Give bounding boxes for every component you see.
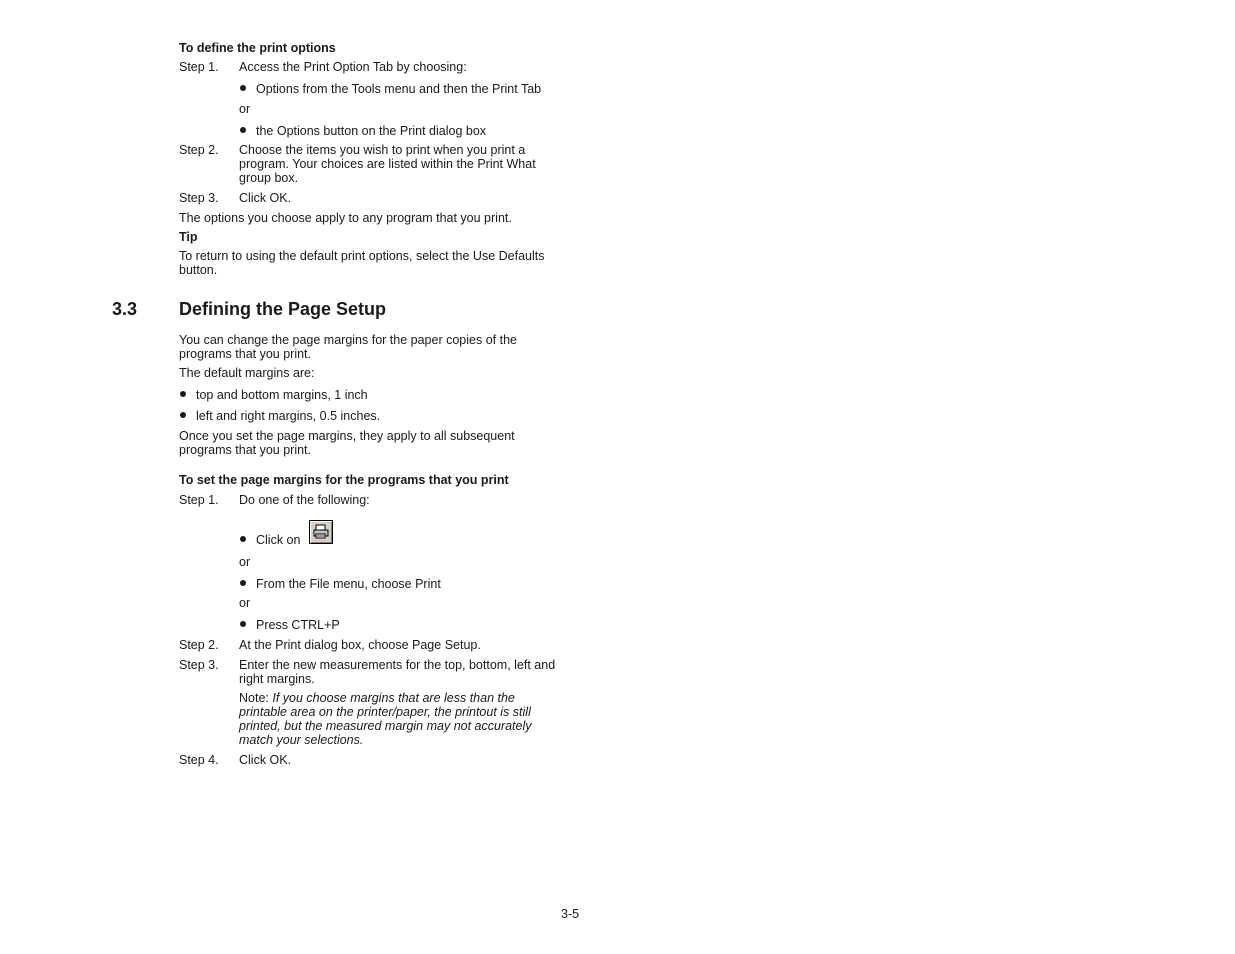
tip-heading: Tip <box>179 230 198 244</box>
bullet-dot <box>240 580 246 586</box>
bullet-dot <box>240 621 246 627</box>
step2-line: group box. <box>239 171 299 185</box>
step1-text: Do one of the following: <box>239 493 370 507</box>
intro-text <box>179 333 569 361</box>
note-line: printable area on the printer/paper, the printout is still <box>239 705 531 719</box>
bullet-tools-menu: Options from the Tools menu and then the Print Tab <box>256 82 542 96</box>
note-text: If you choose margins that are less than the <box>272 691 515 705</box>
note-block <box>239 691 564 747</box>
step3-label: Step 3. <box>179 658 219 672</box>
bullet-dot <box>180 412 186 418</box>
or-text: or <box>239 102 251 116</box>
step2-line: program. Your choices are listed within the Print What <box>239 157 536 171</box>
once-text <box>179 429 569 457</box>
bullet-top-bottom: top and bottom margins, 1 inch <box>196 388 368 402</box>
page-number: 3-5 <box>561 907 580 921</box>
bullet-options-button: the Options button on the Print dialog box <box>256 124 487 138</box>
bullet-press-ctrl-p: Press CTRL+P <box>256 618 340 632</box>
step3-line: Enter the new measurements for the top, bottom, left and <box>239 658 556 672</box>
page-margins-heading: To set the page margins for the programs that you print <box>179 473 509 487</box>
or-text: or <box>239 555 251 569</box>
bullet-left-right: left and right margins, 0.5 inches. <box>196 409 381 423</box>
step2-text <box>239 143 564 185</box>
once-line: Once you set the page margins, they apply to all subsequent <box>179 429 515 443</box>
step3-text: Click OK. <box>239 191 292 205</box>
step2-text: At the Print dialog box, choose Page Setup. <box>239 638 481 652</box>
print-options-heading: To define the print options <box>179 41 336 55</box>
step3-text <box>239 658 564 686</box>
bullet-click-on: Click on <box>256 533 301 547</box>
bullet-dot <box>240 85 246 91</box>
note-line: match your selections. <box>239 733 364 747</box>
note-label: Note: <box>239 691 269 705</box>
note-line <box>239 691 564 705</box>
intro-line: programs that you print. <box>179 347 312 361</box>
step1-label: Step 1. <box>179 493 219 507</box>
step2-label: Step 2. <box>179 638 219 652</box>
step4-text: Click OK. <box>239 753 292 767</box>
printer-icon <box>310 521 332 543</box>
step4-label: Step 4. <box>179 753 219 767</box>
default-margins-text: The default margins are: <box>179 366 315 380</box>
tip-text <box>179 249 569 277</box>
or-text: or <box>239 596 251 610</box>
step3-line: right margins. <box>239 672 315 686</box>
once-line: programs that you print. <box>179 443 312 457</box>
note-line: printed, but the measured margin may not accurately <box>239 719 532 733</box>
step1-text: Access the Print Option Tab by choosing: <box>239 60 467 74</box>
step2-label: Step 2. <box>179 143 219 157</box>
intro-line: You can change the page margins for the paper copies of the <box>179 333 517 347</box>
section-title: Defining the Page Setup <box>179 299 387 319</box>
bullet-dot <box>180 391 186 397</box>
bullet-dot <box>240 127 246 133</box>
section-number: 3.3 <box>112 299 138 319</box>
tip-line: To return to using the default print options, select the Use Defaults <box>179 249 545 263</box>
step1-label: Step 1. <box>179 60 219 74</box>
apply-text: The options you choose apply to any program that you print. <box>179 211 512 225</box>
tip-line: button. <box>179 263 218 277</box>
bullet-dot <box>240 536 246 542</box>
step3-label: Step 3. <box>179 191 219 205</box>
bullet-file-menu: From the File menu, choose Print <box>256 577 441 591</box>
print-button[interactable] <box>309 520 333 544</box>
step2-line: Choose the items you wish to print when you print a <box>239 143 526 157</box>
